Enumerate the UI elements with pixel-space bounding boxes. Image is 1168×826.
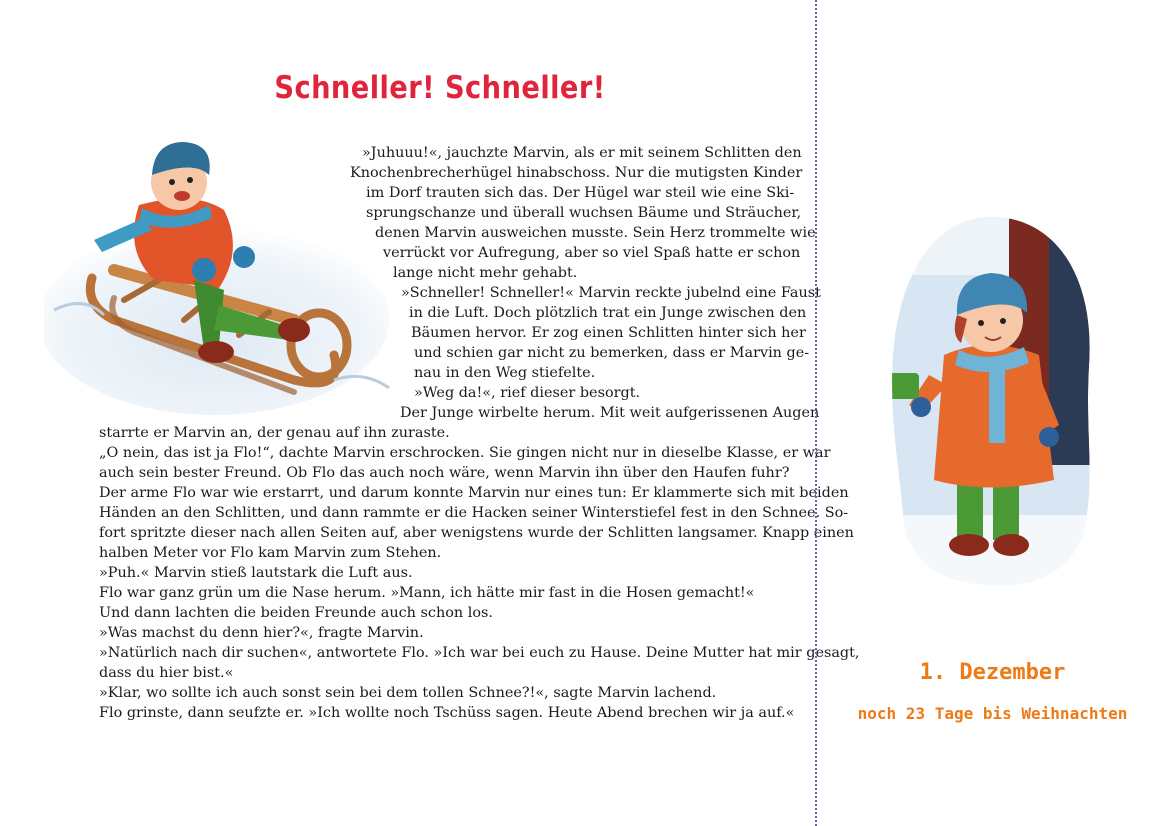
story-line-28: »Klar, wo sollte ich auch sonst sein bei dem tollen Schnee?!«, sagte Marvin lachend. xyxy=(99,685,717,701)
christmas-countdown: noch 23 Tage bis Weihnachten xyxy=(857,704,1128,723)
story-line-4: sprungschanze und überall wuchsen Bäume und Sträucher, xyxy=(366,205,802,221)
story-line-5: denen Marvin ausweichen musste. Sein Herz trommelte wie xyxy=(375,225,816,241)
story-line-11: und schien gar nicht zu bemerken, dass er Marvin ge- xyxy=(414,345,810,361)
story-line-23: Flo war ganz grün um die Nase herum. »Mann, ich hätte mir fast in die Hosen gemacht!« xyxy=(99,585,755,601)
boy-on-sled-illustration xyxy=(44,130,394,420)
story-line-2: Knochenbrecherhügel hinabschoss. Nur die mutigsten Kinder xyxy=(350,165,803,181)
story-line-3: im Dorf trauten sich das. Der Hügel war steil wie eine Ski- xyxy=(366,185,795,201)
story-line-29: Flo grinste, dann seufzte er. »Ich wollte noch Tschüss sagen. Heute Abend brechen wir ja auf.« xyxy=(99,705,795,721)
story-line-25: »Was machst du denn hier?«, fragte Marvin. xyxy=(99,625,424,641)
story-line-9: in die Luft. Doch plötzlich trat ein Junge zwischen den xyxy=(409,305,807,321)
story-line-20: fort spritzte dieser nach allen Seiten auf, aber wenigstens wurde der Schlitten langsamer. Knapp einen xyxy=(99,525,854,541)
calendar-page xyxy=(817,0,1168,826)
story-line-8: »Schneller! Schneller!« Marvin reckte jubelnd eine Faust xyxy=(401,285,821,301)
story-line-1: »Juhuuu!«, jauchzte Marvin, als er mit seinem Schlitten den xyxy=(362,145,802,161)
story-line-7: lange nicht mehr gehabt. xyxy=(393,265,578,281)
story-line-19: Händen an den Schlitten, und dann rammte er die Hacken seiner Winterstiefel fest in den Schnee. So- xyxy=(99,505,849,521)
boy-with-cup-illustration xyxy=(889,215,1095,587)
story-line-22: »Puh.« Marvin stieß lautstark die Luft aus. xyxy=(99,565,413,581)
story-line-27: dass du hier bist.« xyxy=(99,665,234,681)
story-line-16: „O nein, das ist ja Flo!“, dachte Marvin erschrocken. Sie gingen nicht nur in dieselbe Klasse, er war xyxy=(99,445,831,461)
story-line-6: verrückt vor Aufregung, aber so viel Spaß hatte er schon xyxy=(383,245,801,261)
story-line-12: nau in den Weg stiefelte. xyxy=(414,365,596,381)
story-line-15: starrte er Marvin an, der genau auf ihn zuraste. xyxy=(99,425,450,441)
calendar-date: 1. Dezember xyxy=(919,660,1066,685)
story-line-17: auch sein bester Freund. Ob Flo das auch noch wäre, wenn Marvin ihn über den Haufen fuhr? xyxy=(99,465,790,481)
story-title: Schneller! Schneller! xyxy=(274,70,606,106)
story-line-18: Der arme Flo war wie erstarrt, und darum konnte Marvin nur eines tun: Er klammerte sich mit beiden xyxy=(99,485,849,501)
story-line-24: Und dann lachten die beiden Freunde auch schon los. xyxy=(99,605,493,621)
story-line-13: »Weg da!«, rief dieser besorgt. xyxy=(414,385,641,401)
story-line-14: Der Junge wirbelte herum. Mit weit aufgerissenen Augen xyxy=(400,405,820,421)
story-line-26: »Natürlich nach dir suchen«, antwortete Flo. »Ich war bei euch zu Hause. Deine Mutter hat mir gesagt, xyxy=(99,645,860,661)
story-line-21: halben Meter vor Flo kam Marvin zum Stehen. xyxy=(99,545,442,561)
story-line-10: Bäumen hervor. Er zog einen Schlitten hinter sich her xyxy=(411,325,806,341)
